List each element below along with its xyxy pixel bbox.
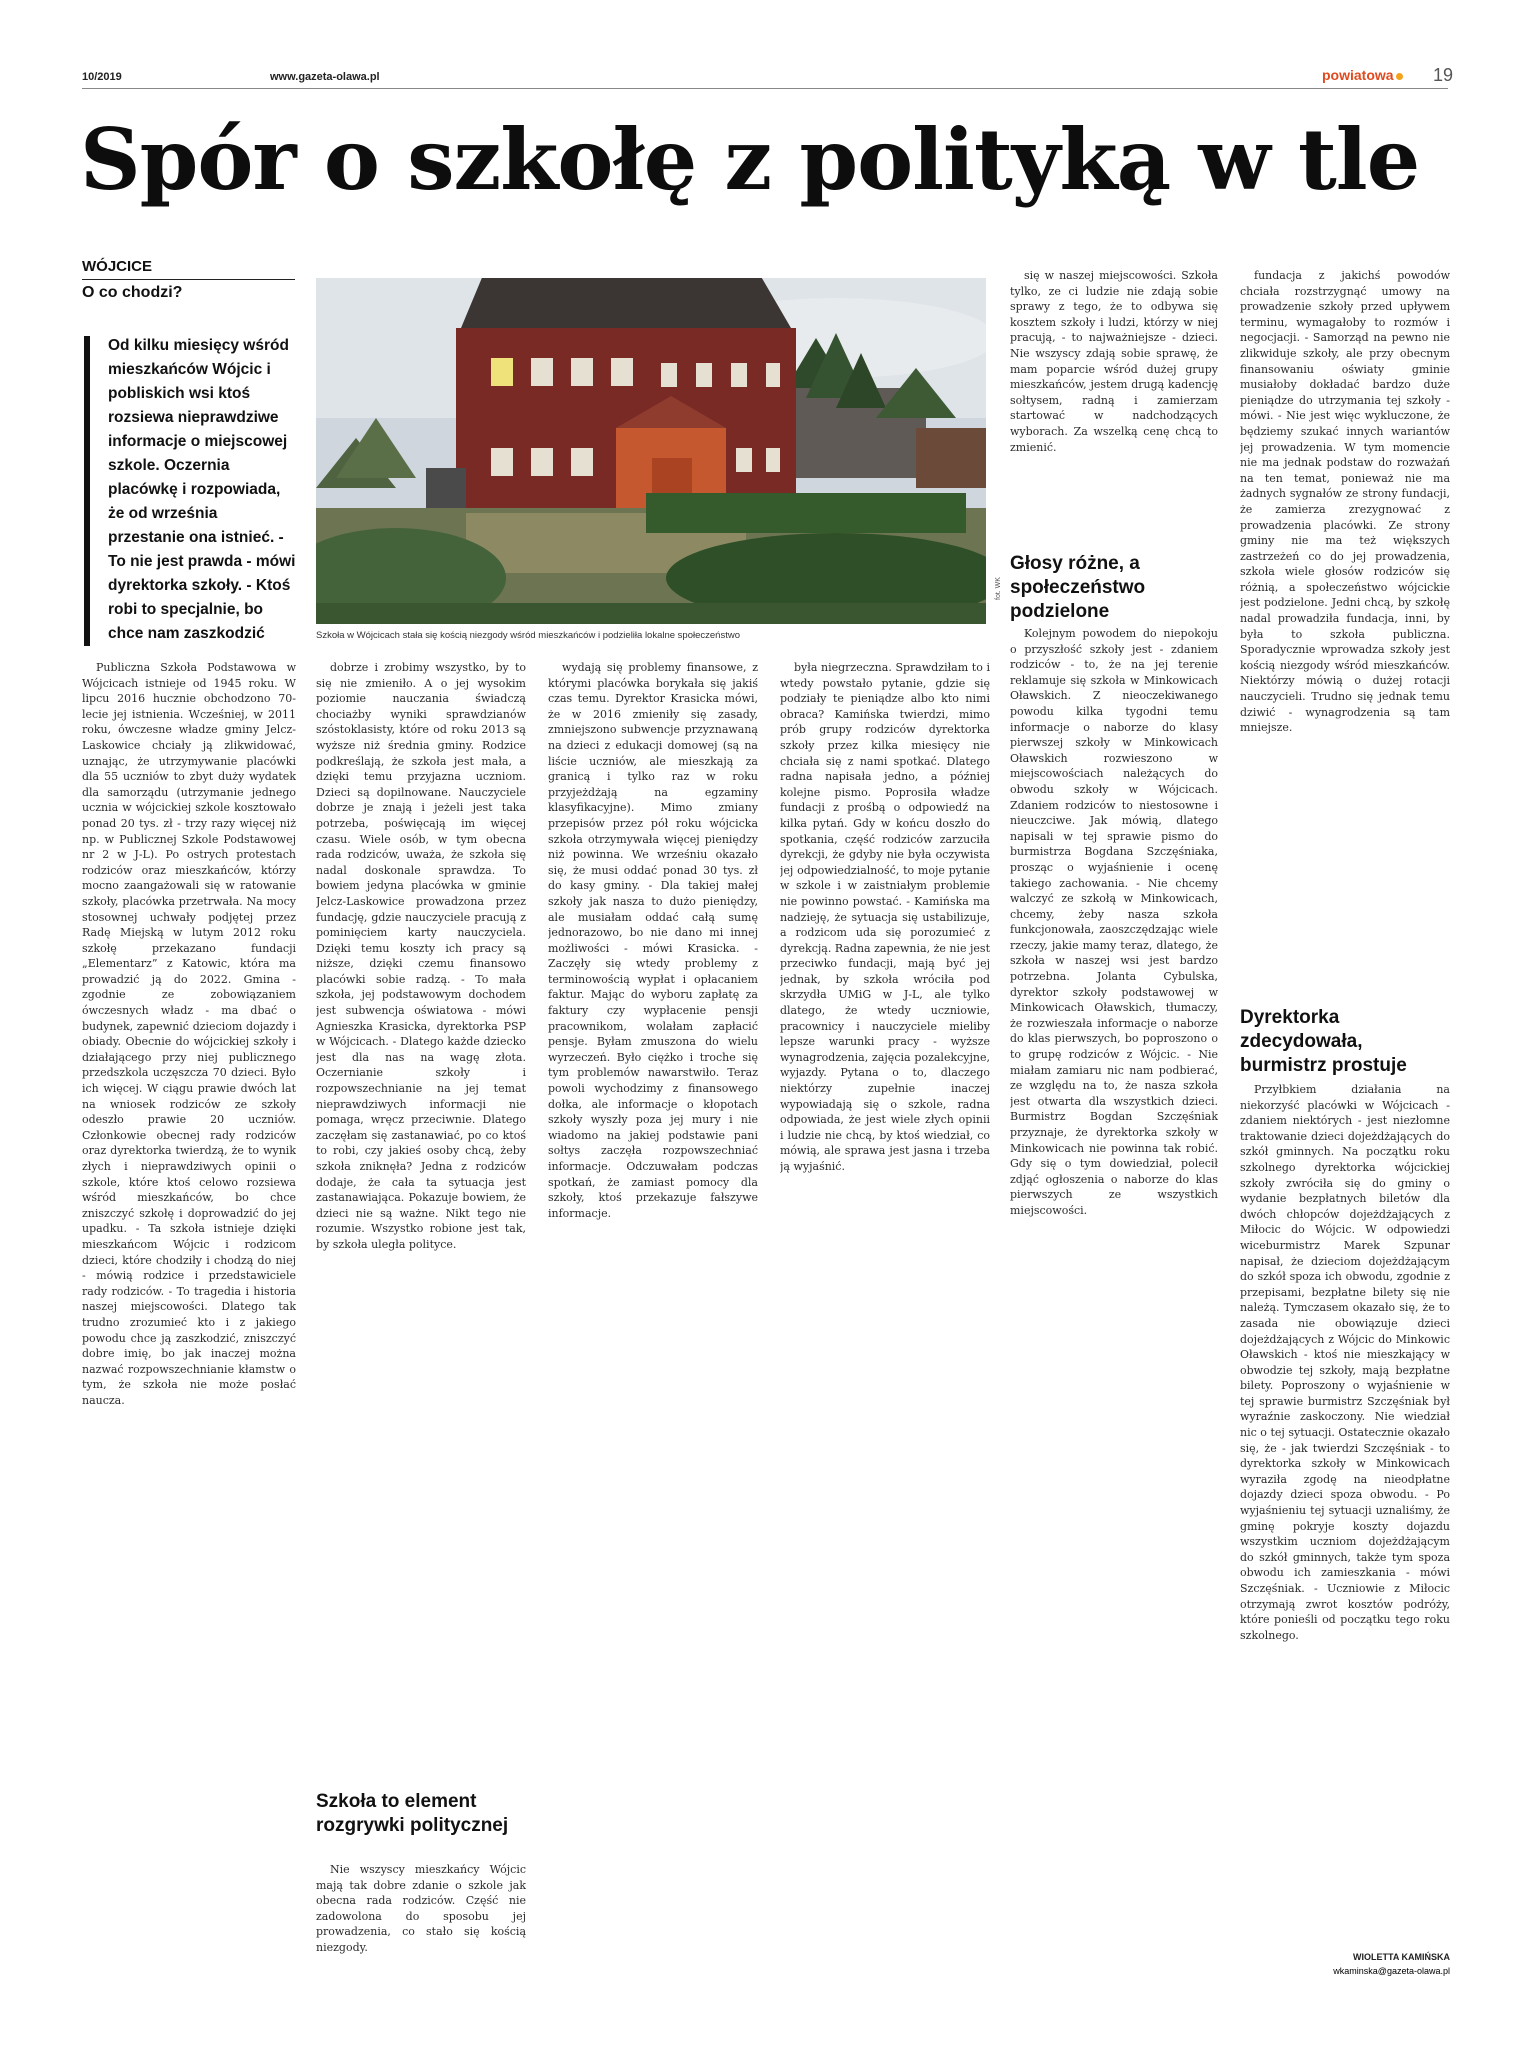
author-name: WIOLETTA KAMIŃSKA	[1353, 1952, 1450, 1962]
school-photo	[316, 278, 986, 624]
lead-bar	[84, 336, 90, 646]
website-url[interactable]: www.gazeta-olawa.pl	[270, 71, 380, 83]
column-1-text: Publiczna Szkoła Podstawowa w Wójcicach istnieje od 1945 roku. W lipcu 2016 hucznie obchodzono 70-lecie jej istnienia. Wcześniej, w 2011 roku, ówczesne władze gminy Jelcz-Laskowice chciały ją zlikwidować, uznając, że utrzymywanie placówki dla 55 uczniów to zbyt duży wydatek dla samorządu (utrzymanie jednego ucznia w wójcickiej szkole kosztowało ponad 20 tys. zł - trzy razy więcej niż np. w Publicznej Szkole Podstawowej nr 2 w J-L). Po ostrych protestach rodziców oraz mieszkańców, którzy mocno zaangażowali się w ratowanie szkoły, placówka przetrwała. Na mocy stosownej uchwały podjętej przez Radę Miejską w lutym 2012 roku szkołę przekazano fundacji „Elementarz” z Katowic, która ma prowadzić ją do 2022. Gmina - zgodnie ze zobowiązaniem ówczesnych władz - ma dbać o budynek, zapewnić dzieciom dojazdy i obiady. Obecnie do wójcickiej szkoły i działającego przy niej publicznego przedszkola uczęszcza 70 dzieci. Było ich więcej. W ciągu prawie dwóch lat na wniosek rodziców ze szkoły odeszło prawie 20 uczniów. Członkowie obecnej rady rodziców oraz dyrektorka twierdzą, że to wynik złych i nieprawdziwych opinii o szkole, które ktoś celowo rozsiewa wśród mieszkańców, bo chce zniszczyć szkołę i doprowadzić do jej upadku. - Ta szkoła istnieje dzięki mieszkańcom Wójcic i rodzicom dzieci, które chodziły i chodzą do niej - mówią rodzice i przedstawiciele rady rodziców. - To tragedia i historia naszej miejscowości. Dlatego tak trudno zrozumieć kto i z jakiego powodu chce ją zaszkodzić, zniszczyć dobre imię, bo jak inaczej można nazwać rozpowszechnianie kłamstw o tym, że szkoła nie może posłać naucza.	[82, 661, 296, 1407]
subhead-politics: Szkoła to element rozgrywki politycznej	[316, 1791, 509, 1836]
page-number: 19	[1433, 65, 1454, 85]
column-6a-text: fundacja z jakichś powodów chciała rozstrzygnąć umowy na prowadzenie szkoły przed upływem terminu, wymagałoby to rozmów i negocjacji. - Samorząd na pewno nie zlikwiduje szkoły, ale przy obecnym finansowaniu oświaty gminie musiałoby dokładać bardzo duże pieniądze do utrzymania tej szkoły - mówi. - Nie jest więc wykluczone, że będziemy szukać innych wariantów jej prowadzenia. W tym momencie nie ma jednak podstaw do rozważań na ten temat, ponieważ nie ma żadnych sygnałów ze strony fundacji, że zamierza zrezygnować z prowadzenia placówki. Ze strony gminy nie ma też większych zastrzeżeń co do jej prowadzenia, szkoła wiele głosów rodziców się różnią, a społeczeństwo wójcickie jest podzielone. Jedni chcą, by szkołę nadal prowadziła fundacja, inni, by była to szkoła publiczna. Sporadycznie wprowadza szkoły jest kością niezgody wśród mieszkańców. Niektórzy mówią o dużej rotacji nauczycieli. Trudno się jednak temu dziwić - wynagrodzenia są tam mniejsze.	[1240, 269, 1450, 735]
kicker-rule	[82, 279, 295, 280]
brand-dot-icon	[1396, 73, 1403, 80]
column-3-text: wydają się problemy finansowe, z którymi placówka borykała się jakiś czas temu. Dyrektor Krasicka mówi, że w 2016 zmieniły się zasady, zmniejszono subwencje przyznawaną na dzieci z edukacji domowej (są na liście uczniów, ale mieszkają za granicą i tylko raz w roku przyjeżdżają na egzaminy klasyfikacyjne). Mimo zmiany przepisów przez pół roku wójcicka szkoła otrzymywała więcej pieniędzy niż powinna. We wrześniu okazało się, że musi oddać ponad 30 tys. zł do kasy gminy. - Dla takiej małej szkoły jak nasza to dużo pieniędzy, ale musiałam oddać całą sumę jednorazowo, bo nie dano mi innej możliwości - mówi Krasicka. - Zaczęły się wtedy problemy z terminowością wypłat i opłacaniem faktur. Mając do wyboru zapłatę za faktury czy wypłacenie pensji pracownikom, wolałam zapłacić pensje. Byłam zmuszona do wielu wyrzeczeń. Było ciężko i troche się tym problemów nawarstwiło. Teraz powoli wychodzimy z finansowego dołka, ale informacje o kłopotach szkoły wyszły poza jej mury i nie wiadomo na jakiej podstawie pani sołtys zaczęła rozpowszechniać informacje. Odczuwałam podczas spotkań, że zamiast pomocy dla szkoły, ktoś przekazuje fałszywe informacje.	[548, 661, 758, 1220]
brand-logo	[1322, 67, 1403, 83]
article-column-3	[548, 660, 758, 1994]
header-rule	[82, 88, 1448, 89]
column-5b-text: Kolejnym powodem do niepokoju o przyszłość szkoły jest - zdaniem rodziców - to, że na jej terenie reklamuje się szkoła w Minkowicach Oławskich. Z nieoczekiwanego powodu kilka tygodni temu informacje o naborze do klasy pierwszej szkoły w Minkowicach Oławskich rozwieszono w miejscowościach należących do obwodu szkoły w Wójcicach. Zdaniem rodziców to niestosowne i nieuczciwe. Jak mówią, dlatego napisali w tej sprawie pismo do burmistrza Bogdana Szczęśniaka, prosząc o wyjaśnienie i ocenę takiego zachowania. - Nie chcemy walczyć ze szkołą w Minkowicach, chcemy, żeby nasza szkoła funkcjonowała, zaoszczędzając wiele rzeczy, jakie mamy teraz, dlatego, że szkoła w naszej wsi jest bardzo potrzebna. Jolanta Cybulska, dyrektor szkoły podstawowej w Minkowicach Oławskich, tłumaczy, że rozwieszała informacje o naborze do klas pierwszych, bo poproszono o to grupę rodziców z Wójcic. - Nie miałam zamiaru nic nam podbierać, ze względu na to, że nasza szkoła jest otwarta dla wszystkich dzieci. Burmistrz Bogdan Szczęśniak przyznaje, że dyrektorka szkoły w Minkowicach nie powinna tak robić. Gdy się o tym dowiedział, polecił zdjąć ogłoszenia o naborze do klas pierwszych ze wszystkich miejscowości.	[1010, 627, 1218, 1217]
article-subtitle: O co chodzi?	[82, 284, 183, 301]
article-column-6-top	[1240, 268, 1450, 984]
column-6b-text: Przyłbkiem działania na niekorzyść placówki w Wójcicach - zdaniem niektórych - jest niezłomne traktowanie dzieci dojeżdżających do szkół gminnych. Na początku roku szkolnego dyrektorka wójcickiej szkoły zwróciła się do gminy o wydanie bezpłatnych biletów dla dwóch chłopców dojeżdżających z Miłocic do Wójcic. W odpowiedzi wiceburmistrz Marek Szpunar napisał, że dzieciom dojeżdżającym do szkół spoza ich obwodu, zgodnie z przepisami, bezpłatne bilety się nie należą. Tymczasem okazało się, że to zasada nie obowiązuje dzieci dojeżdżających z Wójcic do Minkowic Oławskich - ktoś nie mieszkający w obwodzie tej szkoły, mają bezpłatne bilety. Poproszony o wyjaśnienie w tej sprawie burmistrz Szczęśniak był wyraźnie zaskoczony. Nie wiedział nic o tej sytuacji. Ostatecznie okazało się, że - jak twierdzi Szczęśniak - to dyrektorka szkoły w Minkowicach wyraziła zgodę na nieodpłatne dojazdy dzieci spoza obwodu. - Po wyjaśnieniu tej sytuacji uznaliśmy, że gminę pokryje koszty dojazdu wszystkim uczniom dojeżdżającym do szkół gminnych, także tym spoza obwodu ich zamieszkania - mówi Szczęśniak. - Uczniowie z Miłocic otrzymają zwrot kosztów podróży, które ponieśli od początku tego roku szkolnego.	[1240, 1083, 1450, 1642]
column-2-text: dobrze i zrobimy wszystko, by to się nie zmieniło. A o jej wysokim poziomie nauczania świadczą chociażby wyniki sprawdzianów szóstoklasisty, które od roku 2013 są wyższe niż średnia gminy. Rodzice podkreślają, że szkoła jest mała, a dzięki temu przyjazna uczniom. Dzieci są dopilnowane. Nauczyciele dobrze je znają i jeżeli jest taka potrzeba, poświęcają im więcej czasu. Wiele osób, w tym obecna rada rodziców, uważa, że szkoła się nadal doskonale sprawdza. To bowiem jedyna placówka w gminie Jelcz-Laskowice prowadzona przez fundację, gdzie nauczyciele pracują z pominięciem karty nauczyciela. Dzięki temu koszty ich pracy są niższe, dzięki czemu finansowo placówki sobie radzą. - To mała szkoła, jej podstawowym dochodem jest subwencja oświatowa - mówi Agnieszka Krasicka, dyrektorka PSP w Wójcicach. - Dlatego każde dziecko jest dla nas na wagę złota. Oczernianie szkoły i rozpowszechnianie na jej temat nieprawdziwych informacji nie pomaga, wręcz przeciwnie. Dlatego zaczęłam się zastanawiać, po co ktoś to robi, czy jakieś osoby chcą, żeby szkoła zniknęła? Jedna z rodziców dodaje, że cała ta sytuacja jest zastanawiająca. Pokazuje bowiem, że dzieci nie są ważne. Nikt tego nie rozumie. Wszystko robione jest tak, by szkoła uległa polityce.	[316, 661, 526, 1251]
article-column-4	[780, 660, 990, 1994]
column-4-text: była niegrzeczna. Sprawdziłam to i wtedy powstało pytanie, gdzie się podziały te pieniądze albo kto nimi obraca? Kamińska twierdzi, mimo prób grupy rodziców dyrektorka szkoły przez kilka miesięcy nie chciała się z nami spotkać. Dlatego radna napisała jedno, a później kolejne pismo. Poprosiła władze fundacji z prośbą o odpowiedź na kilka pytań. Gdy w końcu doszło do spotkania, część rodziców zarzuciła dyrekcji, że gdyby nie była oczywista jej odpowiedzialność, to moje pytanie w szkole i w zaistniałym problemie nie powinno powstać. - Kamińska ma nadzieję, że sytuacja się ustabilizuje, a rodzicom uda się porozumieć z dyrekcją. Radna zapewnia, że nie jest przeciwko fundacji, mają być jej jednak, by szkoła wróciła pod skrzydła UMiG w J-L, ale tylko dlatego, że wtedy uczniowie, pracownicy i nauczyciele mieliby lepsze warunki pracy - wyższe wynagrodzenia, zajęcia pozalekcyjne, wyjazdy. Pytana o to, dlaczego niektórzy zupełnie inaczej wypowiadają się o szkole, radna odpowiada, że jest wiele złych opinii i ludzie nie chcą, by ktoś wiedział, co mówią, ale sprawa jest jasna i trzeba ją wyjaśnić.	[780, 661, 990, 1173]
school-building-illustration	[316, 278, 986, 624]
headline: Spór o szkołę z polityką w tle	[80, 110, 1420, 209]
article-column-1	[82, 660, 296, 1994]
brand-name: powiatowa	[1322, 67, 1394, 83]
column-5a-text: się w naszej miejscowości. Szkoła tylko, ze ci ludzie nie zdają sobie sprawy z tego, że to odbywa się kosztem szkoły i ludzi, którzy w niej pracują, - to najważniejsze - dzieci. Nie wszyscy zdają sobie sprawę, że mam poparcie wśród dużej grupy mieszkańców, jestem drugą kadencję sołtysem, radną i zamierzam startować w nadchodzących wyborach. Za wszelką cenę chcą to zmienić.	[1010, 269, 1218, 454]
article-column-5-top	[1010, 268, 1218, 538]
location-kicker: WÓJCICE	[82, 258, 153, 275]
photo-credit: fot. WK	[995, 577, 1002, 600]
subhead-voices: Głosy różne, a społeczeństwo podzielone	[1010, 553, 1146, 622]
subhead-director: Dyrektorka zdecydowała, burmistrz prostuje	[1240, 1007, 1407, 1076]
photo-caption: Szkoła w Wójcicach stała się kością niezgody wśród mieszkańców i podzieliła lokalne społeczeństwo	[316, 630, 740, 641]
article-column-2	[316, 660, 526, 1778]
issue-number: 10/2019	[82, 71, 122, 83]
lead-paragraph: Od kilku miesięcy wśród mieszkańców Wójcic i pobliskich wsi ktoś rozsiewa nieprawdziwe informacje o miejscowej szkole. Oczernia placówkę i rozpowiada, że od września przestanie ona istnieć. - To nie jest prawda - mówi dyrektorka szkoły. - Ktoś robi to specjalnie, bo chce nam zaszkodzić	[108, 337, 296, 642]
author-email[interactable]: wkaminska@gazeta-olawa.pl	[1333, 1966, 1450, 1976]
article-column-5	[1010, 626, 1218, 1994]
article-column-6	[1240, 1082, 1450, 1902]
article-column-2-continued: Nie wszyscy mieszkańcy Wójcic mają tak dobre zdanie o szkole jak obecna rada rodziców. Część nie zadowolona do sposobu jej prowadzenia, co stało się kością niezgody.	[316, 1863, 526, 1954]
